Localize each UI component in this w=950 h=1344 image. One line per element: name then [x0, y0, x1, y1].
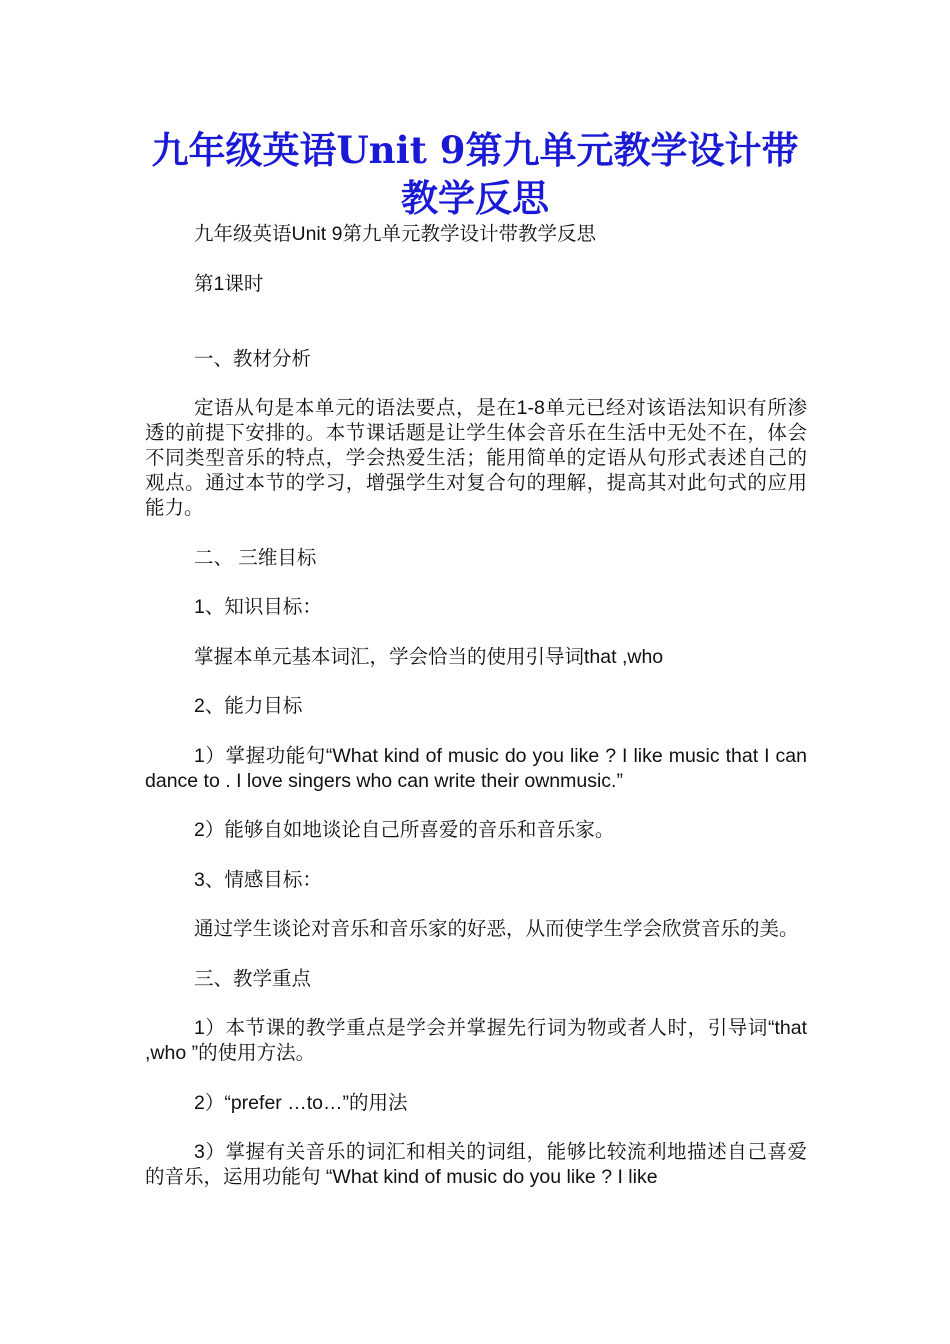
paragraph-emotion-goal: 通过学生谈论对音乐和音乐家的好恶，从而使学生学会欣赏音乐的美。: [194, 918, 799, 940]
paragraph-ability-goal-1: 1）掌握功能句“What kind of music do you like ? I like music that I can dance to . I love singers who can write their ownmusic.”: [145, 744, 807, 792]
paragraph-focus-3: 3）掌握有关音乐的词汇和相关的词组，能够比较流利地描述自己喜爱的音乐，运用功能句 “What kind of music do you like ? I like: [145, 1141, 807, 1188]
paragraph-ability-goal-2: 2）能够自如地谈论自己所喜爱的音乐和音乐家。: [194, 819, 615, 841]
heading-ability-goal: 2、能力目标: [194, 695, 303, 717]
paragraph-lesson: 第1课时: [194, 272, 264, 295]
document-title: 九年级英语Unit 9第九单元教学设计带教学反思: [151, 128, 799, 220]
heading-knowledge-goal: 1、知识目标：: [194, 596, 322, 618]
paragraph-knowledge-goal: 掌握本单元基本词汇，学会恰当的使用引导词that ,who: [194, 645, 664, 668]
paragraph-focus-1: 1）本节课的教学重点是学会并掌握先行词为物或者人时，引导词“that ,who ”的使用方法。: [145, 1017, 807, 1064]
heading-material-analysis: 一、教材分析: [194, 347, 312, 370]
paragraph-subtitle: 九年级英语Unit 9第九单元教学设计带教学反思: [194, 223, 596, 245]
heading-three-goals: 二、 三维目标: [194, 546, 317, 569]
heading-teaching-focus: 三、教学重点: [194, 967, 312, 990]
paragraph-focus-2: 2）“prefer …to…”的用法: [194, 1091, 408, 1114]
document-body: [145, 222, 807, 1215]
heading-emotion-goal: 3、情感目标：: [194, 868, 322, 891]
paragraph-material-analysis: 定语从句是本单元的语法要点，是在1-8单元已经对该语法知识有所渗透的前提下安排的。本节课话题是让学生体会音乐在生活中无处不在，体会不同类型音乐的特点，学会热爱生活；能用简单的定语从句形式表述自己的观点。通过本节的学习，增强学生对复合句的理解，提高其对此句式的应用能力。: [145, 397, 807, 519]
